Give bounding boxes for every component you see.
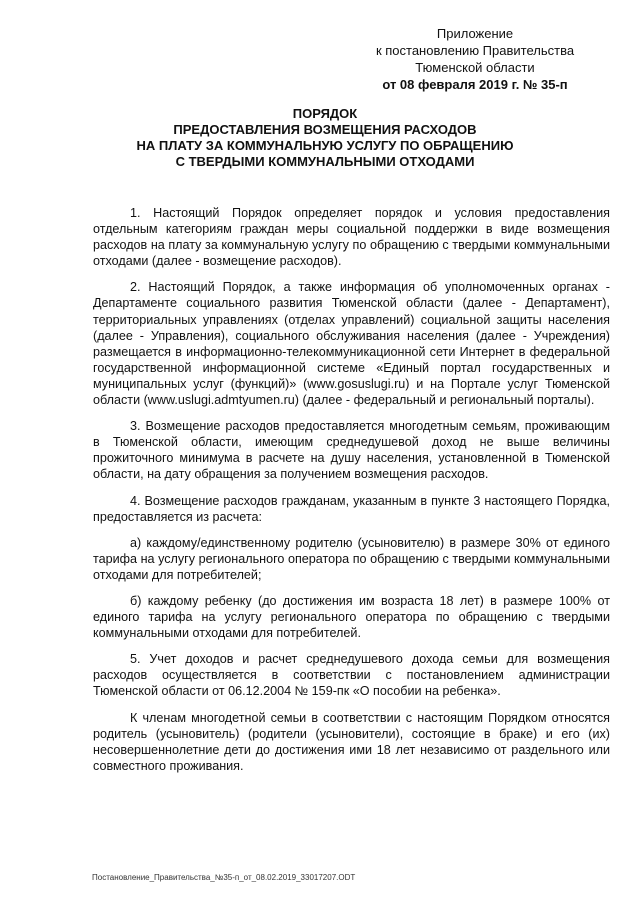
paragraph-1: 1. Настоящий Порядок определяет порядок и условия предоставления отдельным категориям граждан меры социальной поддержки в виде возмещения расходов на плату за коммунальную услугу по обращению с твердыми коммунальными отходами (далее - возмещение расходов). (93, 206, 610, 269)
paragraph-4b: б) каждому ребенку (до достижения им возраста 18 лет) в размере 100% от единого тарифа на услугу регионального оператора по обращению с твердыми коммунальными отходами для потребителей. (93, 593, 610, 641)
document-body (93, 205, 610, 784)
appendix-label: Приложение (436, 26, 514, 41)
paragraph-6: К членам многодетной семьи в соответствии с настоящим Порядком относятся родитель (усыновитель) (родители (усыновители), состоящие в браке) и его (их) несовершеннолетние дети до достижения ими 18 лет независимо от раздельного или совместного проживания. (93, 710, 610, 773)
title-line-4: С ТВЕРДЫМИ КОММУНАЛЬНЫМИ ОТХОДАМИ (175, 154, 475, 169)
paragraph-3: 3. Возмещение расходов предоставляется многодетным семьям, проживающим в Тюменской области, имеющим среднедушевой доход не выше величины прожиточного минимума в расчете на душу населения, установленной в Тюменской области, на дату обращения за получением возмещения расходов. (93, 419, 610, 482)
title-line-2: ПРЕДОСТАВЛЕНИЯ ВОЗМЕЩЕНИЯ РАСХОДОВ (173, 122, 477, 137)
paragraph-2: 2. Настоящий Порядок, а также информация об уполномоченных органах - Департаменте социального развития Тюменской области (далее - Департамент), территориальных управлениях (отделах управлений) социальной защиты населения (далее - Управления), социального обслуживания населения (далее - Учреждения) размещается в информационно-телекоммуникационной сети Интернет в федеральной государственной информационной системе «Единый портал государственных и муниципальных услуг (функций)» (www.gosuslugi.ru) и на Портале услуг Тюменской области (www.uslugi.admtyumen.ru) (далее - федеральный и региональный порталы). (93, 280, 610, 408)
file-footer: Постановление_Правительства_№35-п_от_08.02.2019_33017207.ODT (92, 873, 356, 882)
paragraph-4a: а) каждому/единственному родителю (усыновителю) в размере 30% от единого тарифа на услугу регионального оператора по обращению с твердыми коммунальными отходами для потребителей; (93, 535, 610, 582)
paragraph-4: 4. Возмещение расходов гражданам, указанным в пункте 3 настоящего Порядка, предоставляется из расчета: (93, 493, 610, 524)
paragraph-5: 5. Учет доходов и расчет среднедушевого дохода семьи для возмещения расходов осуществляется в соответствии с постановлением администрации Тюменской области от 06.12.2004 № 159-пк «О пособии на ребенка». (93, 652, 610, 699)
title-line-3: НА ПЛАТУ ЗА КОММУНАЛЬНУЮ УСЛУГУ ПО ОБРАЩЕНИЮ (136, 138, 514, 153)
appendix-reference: к постановлению Правительства (375, 43, 575, 58)
document-title (60, 106, 590, 170)
appendix-header (340, 25, 610, 93)
title-line-1: ПОРЯДОК (292, 106, 358, 121)
appendix-date-number: от 08 февраля 2019 г. № 35-п (382, 77, 568, 92)
appendix-region: Тюменской области (415, 60, 535, 75)
